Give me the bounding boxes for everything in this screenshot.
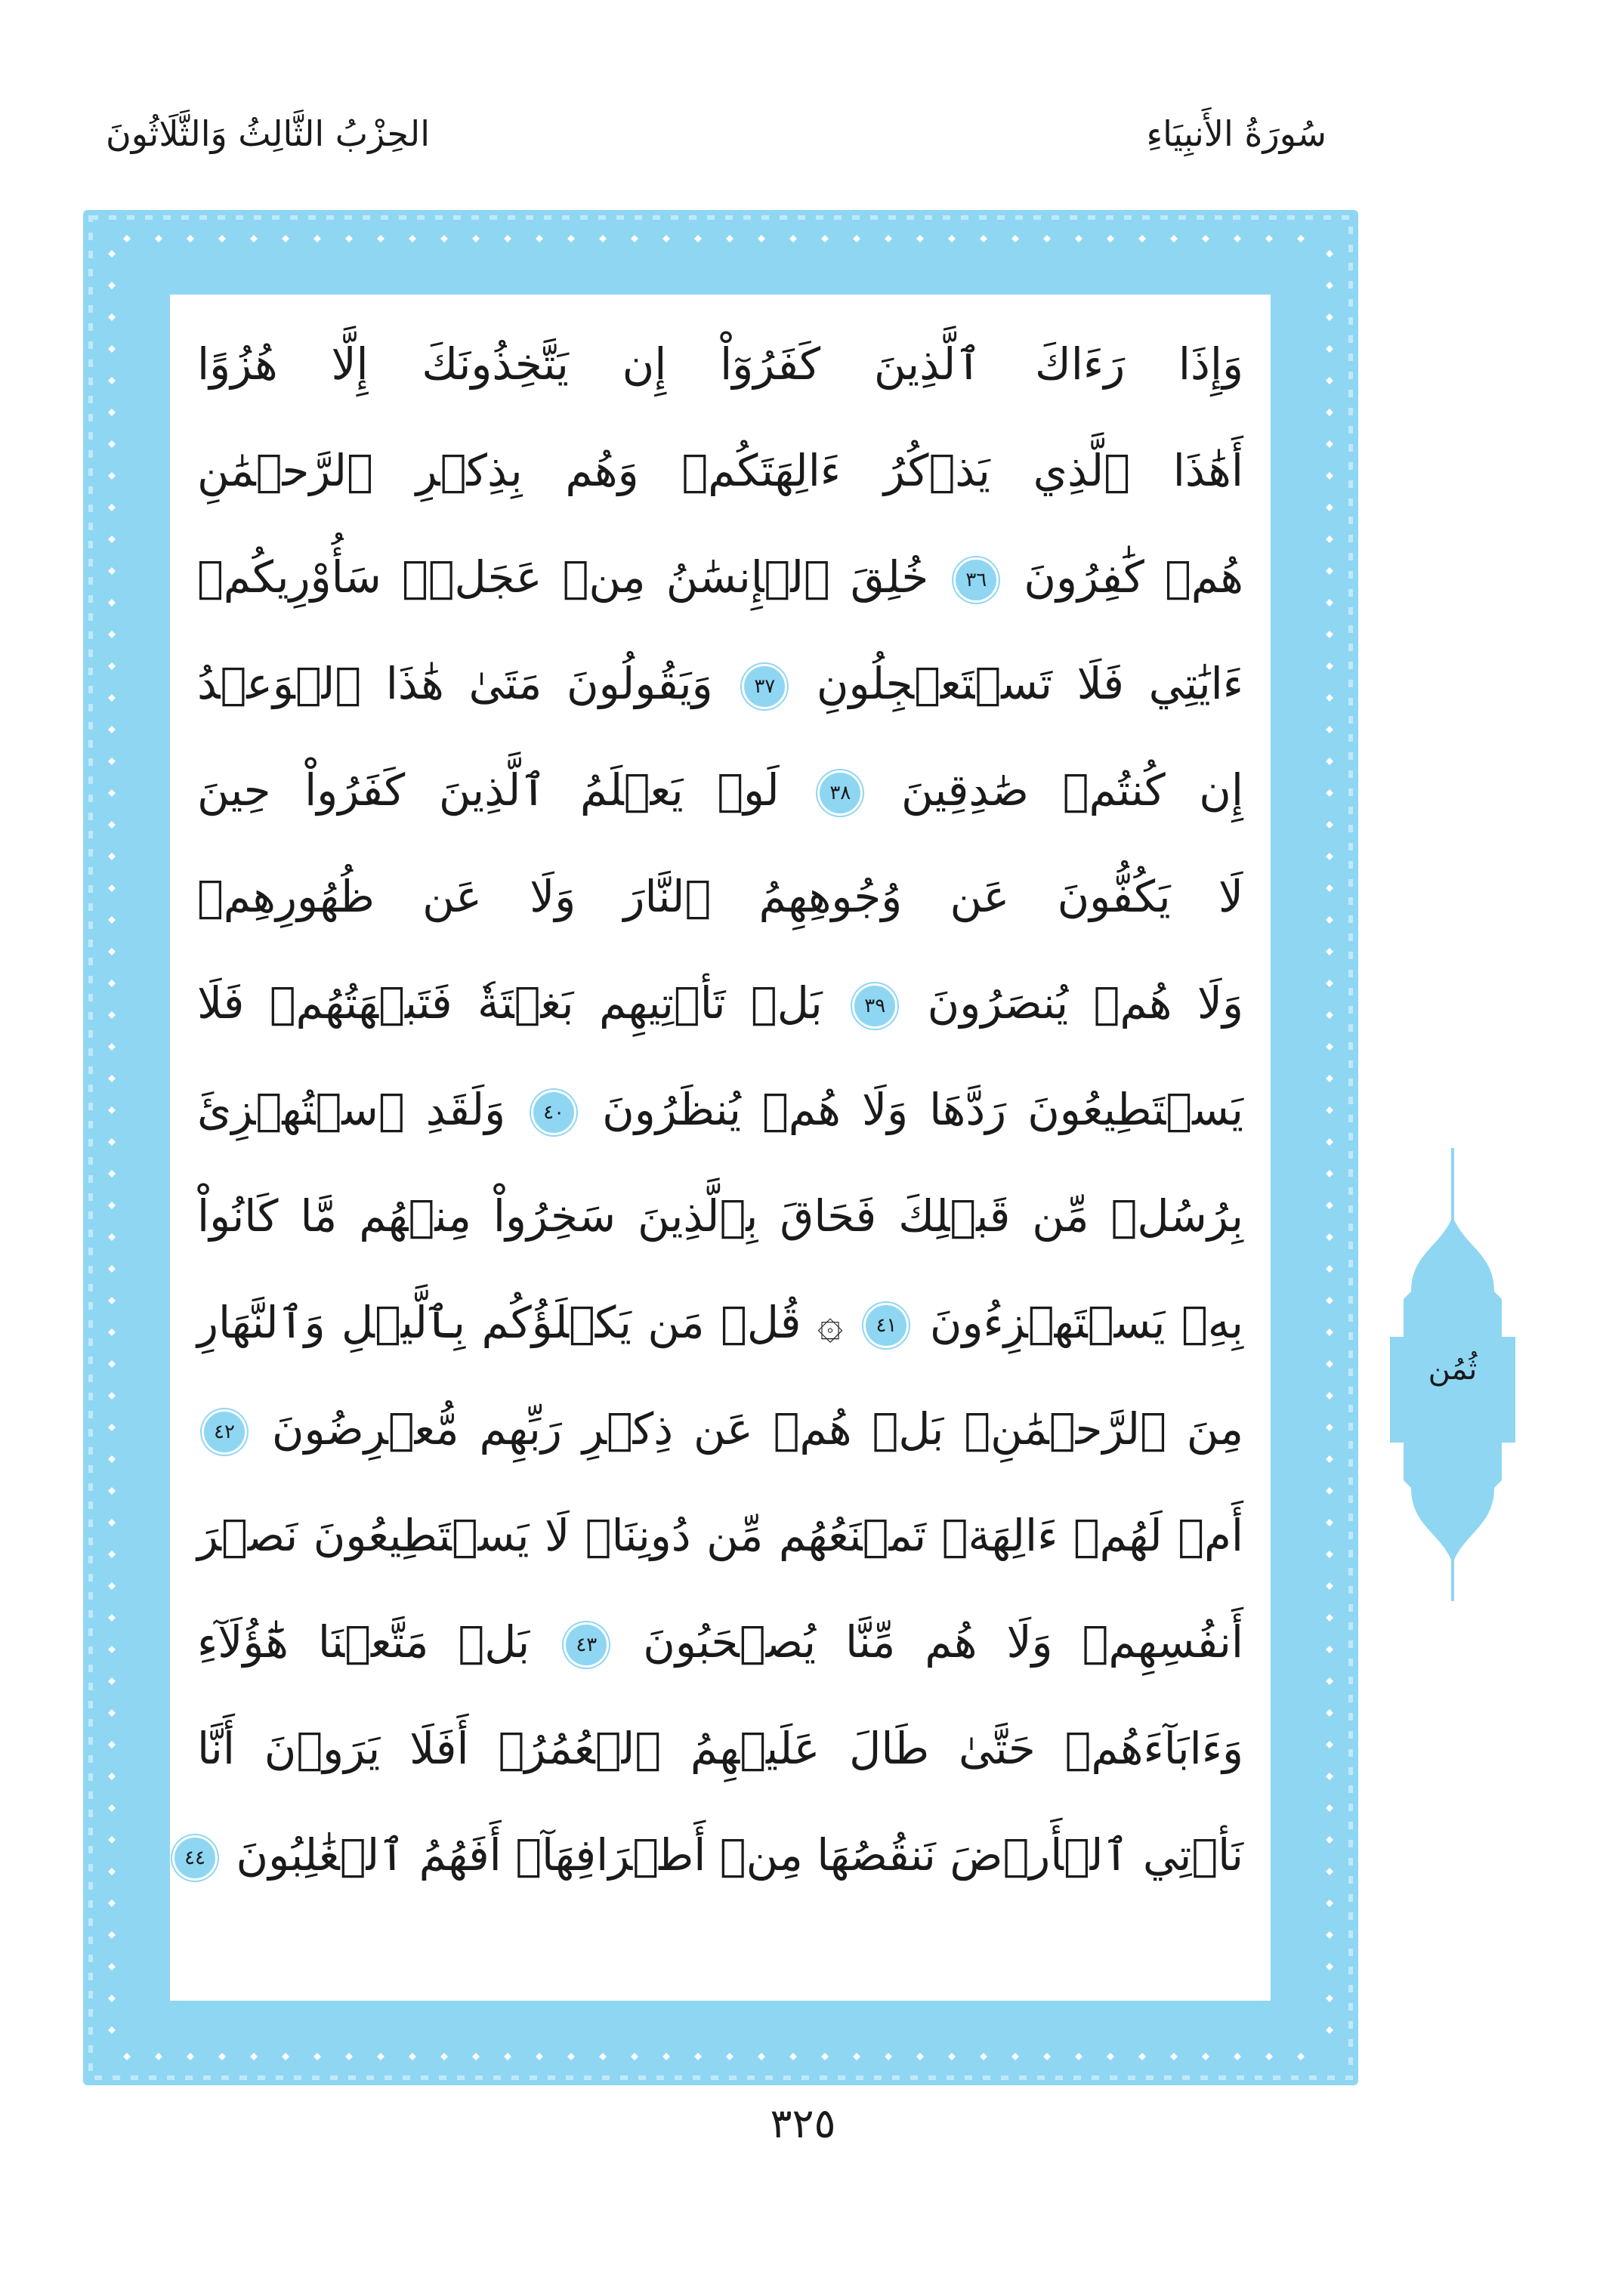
- frame-diamond: [108, 916, 116, 924]
- frame-diamond: [108, 1455, 116, 1463]
- ayah-number-marker: ٤٠: [531, 1090, 576, 1135]
- frame-diamond: [250, 2053, 258, 2060]
- frame-diamond: [108, 726, 116, 733]
- frame-diamond: [1326, 1741, 1333, 1748]
- frame-diamond: [1326, 1455, 1333, 1463]
- frame-diamond: [108, 599, 116, 606]
- frame-diamond: [1326, 345, 1333, 353]
- verse-text: وَءَابَآءَهُمۡ حَتَّىٰ طَالَ عَلَيۡهِمُ ٱلۡعُمُرُۗ أَفَلَا يَرَوۡنَ أَنَّا: [197, 1723, 1243, 1774]
- frame-diamond: [108, 1551, 116, 1558]
- frame-diamond: [853, 235, 860, 242]
- frame-diamond: [409, 235, 416, 242]
- frame-diamond: [108, 884, 116, 892]
- frame-diamond: [108, 409, 116, 416]
- frame-diamond: [536, 2053, 543, 2060]
- frame-diamond: [789, 2053, 797, 2060]
- frame-diamond: [1265, 235, 1273, 242]
- frame-diamond: [108, 1297, 116, 1304]
- quran-line: [197, 1057, 1243, 1162]
- quran-line: [184, 1802, 1243, 1908]
- frame-diamond: [1326, 1582, 1333, 1590]
- frame-diamond: [472, 235, 480, 242]
- frame-diamond: [1326, 1899, 1333, 1907]
- frame-diamond: [1265, 2053, 1273, 2060]
- frame-diamond: [108, 1329, 116, 1336]
- frame-diamond: [1297, 2053, 1305, 2060]
- frame-diamond: [1326, 1075, 1333, 1082]
- frame-diamond: [1326, 789, 1333, 797]
- frame-diamond: [726, 235, 734, 242]
- frame-diamond: [1326, 1804, 1333, 1812]
- frame-diamond: [108, 758, 116, 765]
- frame-diamond: [1170, 2053, 1178, 2060]
- frame-diamond: [345, 235, 353, 242]
- frame-diamond: [1326, 1265, 1333, 1273]
- frame-diamond: [1234, 2053, 1241, 2060]
- frame-diamond: [567, 2053, 575, 2060]
- frame-diamond: [187, 235, 194, 242]
- frame-diamond: [567, 235, 575, 242]
- frame-diamond: [108, 377, 116, 384]
- verse-text: ءَايَٰتِي فَلَا تَسۡتَعۡجِلُونِ: [816, 658, 1243, 709]
- verse-text: يَسۡتَطِيعُونَ رَدَّهَا وَلَا هُمۡ يُنظَرُونَ: [602, 1084, 1243, 1135]
- frame-diamond: [313, 235, 321, 242]
- frame-diamond: [108, 1011, 116, 1019]
- frame-diamond: [108, 1202, 116, 1209]
- frame-diamond: [980, 235, 987, 242]
- frame-diamond: [218, 2053, 226, 2060]
- frame-diamond: [108, 789, 116, 797]
- frame-diamond: [108, 440, 116, 448]
- frame-diamond: [108, 1582, 116, 1590]
- frame-diamond: [1138, 2053, 1146, 2060]
- hizb-name: الحِزْبُ الثَّالِثُ وَالثَّلَاثُونَ: [106, 113, 430, 154]
- verse-text: نَأۡتِي ٱلۡأَرۡضَ نَنقُصُهَا مِنۡ أَطۡرَافِهَآۚ أَفَهُمُ ٱلۡغَٰلِبُونَ: [236, 1829, 1243, 1881]
- frame-diamond: [1326, 567, 1333, 575]
- frame-diamond: [1326, 1963, 1333, 1970]
- quran-line: [197, 844, 1243, 949]
- verse-text: أَمۡ لَهُمۡ ءَالِهَةٞ تَمۡنَعُهُم مِّن دُونِنَاۚ لَا يَسۡتَطِيعُونَ نَصۡرَ: [197, 1510, 1243, 1561]
- frame-diamond: [1326, 440, 1333, 448]
- frame-diamond: [108, 1265, 116, 1273]
- frame-diamond: [1326, 1424, 1333, 1431]
- surah-name: سُورَةُ الأَنبِيَاءِ: [1146, 113, 1326, 154]
- frame-diamond: [758, 2053, 765, 2060]
- frame-diamond: [662, 235, 670, 242]
- quran-line: [197, 1270, 1243, 1375]
- frame-diamond: [1326, 599, 1333, 606]
- frame-diamond: [1326, 1995, 1333, 2002]
- frame-diamond: [1107, 2053, 1114, 2060]
- frame-diamond: [1326, 1773, 1333, 1780]
- frame-diamond: [108, 853, 116, 860]
- verse-text: بَلۡ مَتَّعۡنَا هَٰٓؤُلَآءِ: [197, 1616, 530, 1668]
- quran-line: [197, 1376, 1243, 1482]
- frame-diamond: [155, 235, 162, 242]
- frame-diamond: [916, 235, 924, 242]
- frame-diamond: [1107, 235, 1114, 242]
- frame-diamond: [108, 1360, 116, 1368]
- quran-line: [197, 737, 1243, 843]
- frame-diamond: [1297, 235, 1305, 242]
- frame-diamond: [1326, 282, 1333, 289]
- frame-diamond: [123, 235, 131, 242]
- frame-diamond: [1326, 631, 1333, 638]
- frame-diamond: [108, 1075, 116, 1082]
- frame-diamond: [1326, 884, 1333, 892]
- frame-diamond: [108, 1677, 116, 1685]
- frame-diamond: [1326, 1043, 1333, 1051]
- frame-diamond: [885, 235, 892, 242]
- frame-diamond: [631, 2053, 638, 2060]
- frame-diamond: [821, 235, 829, 242]
- frame-diamond: [108, 1646, 116, 1653]
- page-frame: [83, 210, 1358, 2085]
- quran-line: [197, 1163, 1243, 1269]
- frame-diamond: [1326, 1836, 1333, 1844]
- verse-text: لَا يَكُفُّونَ عَن وُجُوهِهِمُ ٱلنَّارَ وَلَا عَن ظُهُورِهِمۡ: [197, 871, 1243, 922]
- frame-diamond: [631, 235, 638, 242]
- frame-diamond: [1326, 662, 1333, 670]
- verse-text: لَوۡ يَعۡلَمُ ٱلَّذِينَ كَفَرُواْ حِينَ: [197, 764, 780, 816]
- verse-text: وَلَا هُمۡ يُنصَرُونَ: [927, 977, 1243, 1029]
- frame-diamond: [218, 235, 226, 242]
- verse-text: وَإِذَا رَءَاكَ ٱلَّذِينَ كَفَرُوٓاْ إِن يَتَّخِذُونَكَ إِلَّا هُزُوًا: [197, 338, 1243, 390]
- frame-diamond: [1326, 758, 1333, 765]
- frame-diamond: [504, 235, 511, 242]
- frame-diamond: [108, 1995, 116, 2002]
- frame-diamond: [980, 2053, 987, 2060]
- frame-diamond: [108, 1963, 116, 1970]
- ayah-number-marker: ٣٦: [953, 557, 999, 603]
- frame-diamond: [108, 250, 116, 258]
- frame-diamond: [108, 631, 116, 638]
- frame-diamond: [599, 2053, 607, 2060]
- ayah-number-marker: ٣٩: [852, 983, 897, 1029]
- frame-diamond: [536, 235, 543, 242]
- quran-line: [197, 950, 1243, 1056]
- frame-diamond: [1202, 2053, 1209, 2060]
- frame-diamond: [108, 504, 116, 511]
- frame-diamond: [108, 821, 116, 829]
- frame-diamond: [1326, 1329, 1333, 1336]
- frame-diamond: [1326, 1709, 1333, 1717]
- frame-diamond: [1326, 980, 1333, 987]
- frame-diamond: [1326, 1392, 1333, 1400]
- frame-diamond: [108, 1836, 116, 1844]
- frame-diamond: [472, 2053, 480, 2060]
- frame-diamond: [377, 2053, 385, 2060]
- frame-diamond: [377, 235, 385, 242]
- frame-diamond: [853, 2053, 860, 2060]
- frame-diamond: [187, 2053, 194, 2060]
- frame-diamond: [1326, 948, 1333, 955]
- frame-diamond: [1326, 694, 1333, 702]
- verse-text: إِن كُنتُمۡ صَٰدِقِينَ: [900, 764, 1244, 816]
- frame-diamond: [916, 2053, 924, 2060]
- frame-diamond: [1326, 1202, 1333, 1209]
- frame-diamond: [108, 1233, 116, 1241]
- frame-diamond: [662, 2053, 670, 2060]
- frame-diamond: [1043, 2053, 1051, 2060]
- verse-text: بِهِۦ يَسۡتَهۡزِءُونَ: [929, 1297, 1244, 1348]
- frame-diamond: [948, 235, 956, 242]
- quran-line: [197, 631, 1243, 736]
- frame-diamond: [108, 1424, 116, 1431]
- verse-text: ۞ قُلۡ مَن يَكۡلَؤُكُم بِٱلَّيۡلِ وَٱلنَّهَارِ: [197, 1297, 843, 1348]
- frame-diamond: [1138, 235, 1146, 242]
- frame-diamond: [108, 535, 116, 543]
- frame-diamond: [1326, 313, 1333, 321]
- frame-diamond: [1234, 235, 1241, 242]
- verse-text: وَلَقَدِ ٱسۡتُهۡزِئَ: [197, 1084, 506, 1135]
- quran-line: [197, 418, 1243, 523]
- frame-diamond: [108, 1519, 116, 1526]
- frame-diamond: [1075, 235, 1083, 242]
- frame-diamond: [821, 2053, 829, 2060]
- verse-text: بِرُسُلٖ مِّن قَبۡلِكَ فَحَاقَ بِٱلَّذِينَ سَخِرُواْ مِنۡهُم مَّا كَانُواْ: [197, 1190, 1243, 1242]
- frame-diamond: [1326, 504, 1333, 511]
- frame-diamond: [108, 1043, 116, 1051]
- frame-diamond: [1326, 1646, 1333, 1653]
- frame-diamond: [1011, 235, 1019, 242]
- verse-text: مِنَ ٱلرَّحۡمَٰنِۚ بَلۡ هُمۡ عَن ذِكۡرِ رَبِّهِم مُّعۡرِضُونَ: [271, 1403, 1244, 1455]
- frame-diamond: [108, 1868, 116, 1875]
- frame-diamond: [1202, 235, 1209, 242]
- frame-diamond: [694, 2053, 702, 2060]
- frame-diamond: [440, 2053, 448, 2060]
- frame-diamond: [1326, 1138, 1333, 1146]
- frame-diamond: [599, 235, 607, 242]
- frame-diamond: [1326, 1487, 1333, 1495]
- verse-text: خُلِقَ ٱلۡإِنسَٰنُ مِنۡ عَجَلٖۚ سَأُوْرِيكُمۡ: [197, 551, 929, 603]
- frame-diamond: [108, 1170, 116, 1177]
- frame-diamond: [1326, 1614, 1333, 1622]
- frame-diamond: [1170, 235, 1178, 242]
- frame-diamond: [108, 282, 116, 289]
- frame-diamond: [1326, 1868, 1333, 1875]
- frame-diamond: [108, 1931, 116, 1939]
- frame-diamond: [108, 662, 116, 670]
- frame-diamond: [108, 472, 116, 480]
- frame-diamond: [108, 1709, 116, 1717]
- frame-diamond: [123, 2053, 131, 2060]
- frame-diamond: [948, 2053, 956, 2060]
- quran-line: [197, 1483, 1243, 1588]
- frame-diamond: [1326, 853, 1333, 860]
- frame-diamond: [1326, 1677, 1333, 1685]
- frame-diamond: [1326, 250, 1333, 258]
- quran-line: [197, 1589, 1243, 1695]
- frame-diamond: [1326, 1011, 1333, 1019]
- frame-diamond: [108, 313, 116, 321]
- frame-diamond: [108, 1106, 116, 1114]
- frame-diamond: [1326, 377, 1333, 384]
- frame-diamond: [155, 2053, 162, 2060]
- frame-diamond: [108, 1487, 116, 1495]
- frame-diamond: [409, 2053, 416, 2060]
- frame-diamond: [108, 948, 116, 955]
- text-panel: [170, 295, 1271, 2001]
- frame-diamond: [1326, 1170, 1333, 1177]
- ayah-number-marker: ٤٢: [202, 1409, 247, 1455]
- frame-diamond: [345, 2053, 353, 2060]
- frame-diamond: [1326, 2026, 1333, 2034]
- frame-diamond: [504, 2053, 511, 2060]
- ayah-number-marker: ٤١: [863, 1303, 909, 1348]
- ayah-number-marker: ٤٣: [564, 1622, 609, 1668]
- frame-diamond: [1326, 1519, 1333, 1526]
- ayah-number-marker: ٣٧: [742, 664, 787, 709]
- frame-diamond: [1326, 535, 1333, 543]
- frame-diamond: [1011, 2053, 1019, 2060]
- frame-diamond: [313, 2053, 321, 2060]
- frame-diamond: [1326, 726, 1333, 733]
- quran-line: [197, 1696, 1243, 1801]
- frame-diamond: [282, 235, 289, 242]
- frame-diamond: [1326, 1360, 1333, 1368]
- frame-diamond: [108, 980, 116, 987]
- frame-diamond: [108, 2026, 116, 2034]
- frame-diamond: [250, 235, 258, 242]
- verse-text: أَهَٰذَا ٱلَّذِي يَذۡكُرُ ءَالِهَتَكُمۡ وَهُم بِذِكۡرِ ٱلرَّحۡمَٰنِ: [197, 445, 1243, 496]
- frame-diamond: [108, 1392, 116, 1400]
- frame-diamond: [1326, 1106, 1333, 1114]
- frame-diamond: [108, 1899, 116, 1907]
- frame-diamond: [1326, 1297, 1333, 1304]
- frame-diamond: [1326, 1551, 1333, 1558]
- thumn-label: ثُمُن: [1428, 1352, 1478, 1387]
- verse-text: هُمۡ كَٰفِرُونَ: [1024, 551, 1243, 603]
- frame-diamond: [758, 235, 765, 242]
- frame-diamond: [108, 1773, 116, 1780]
- frame-diamond: [1326, 409, 1333, 416]
- verse-text: بَلۡ تَأۡتِيهِم بَغۡتَةٗ فَتَبۡهَتُهُمۡ فَلَا: [197, 977, 823, 1029]
- frame-diamond: [789, 235, 797, 242]
- frame-diamond: [108, 1804, 116, 1812]
- frame-diamond: [282, 2053, 289, 2060]
- page-number: ٣٢٥: [770, 2100, 836, 2147]
- frame-diamond: [726, 2053, 734, 2060]
- frame-diamond: [440, 235, 448, 242]
- quran-line: [197, 311, 1243, 417]
- frame-diamond: [1043, 235, 1051, 242]
- frame-diamond: [108, 694, 116, 702]
- ayah-number-marker: ٤٤: [172, 1835, 218, 1881]
- frame-diamond: [1326, 916, 1333, 924]
- frame-diamond: [1326, 821, 1333, 829]
- frame-diamond: [885, 2053, 892, 2060]
- frame-diamond: [694, 235, 702, 242]
- frame-diamond: [108, 345, 116, 353]
- frame-diamond: [108, 1138, 116, 1146]
- quran-line: [197, 524, 1243, 630]
- frame-diamond: [1075, 2053, 1083, 2060]
- frame-diamond: [1326, 472, 1333, 480]
- ayah-number-marker: ٣٨: [817, 770, 863, 816]
- frame-diamond: [108, 1614, 116, 1622]
- frame-diamond: [108, 1741, 116, 1748]
- frame-diamond: [1326, 1931, 1333, 1939]
- frame-diamond: [1326, 1233, 1333, 1241]
- verse-text: وَيَقُولُونَ مَتَىٰ هَٰذَا ٱلۡوَعۡدُ: [197, 658, 713, 709]
- frame-diamond: [108, 567, 116, 575]
- verse-text: أَنفُسِهِمۡ وَلَا هُم مِّنَّا يُصۡحَبُونَ: [643, 1616, 1244, 1668]
